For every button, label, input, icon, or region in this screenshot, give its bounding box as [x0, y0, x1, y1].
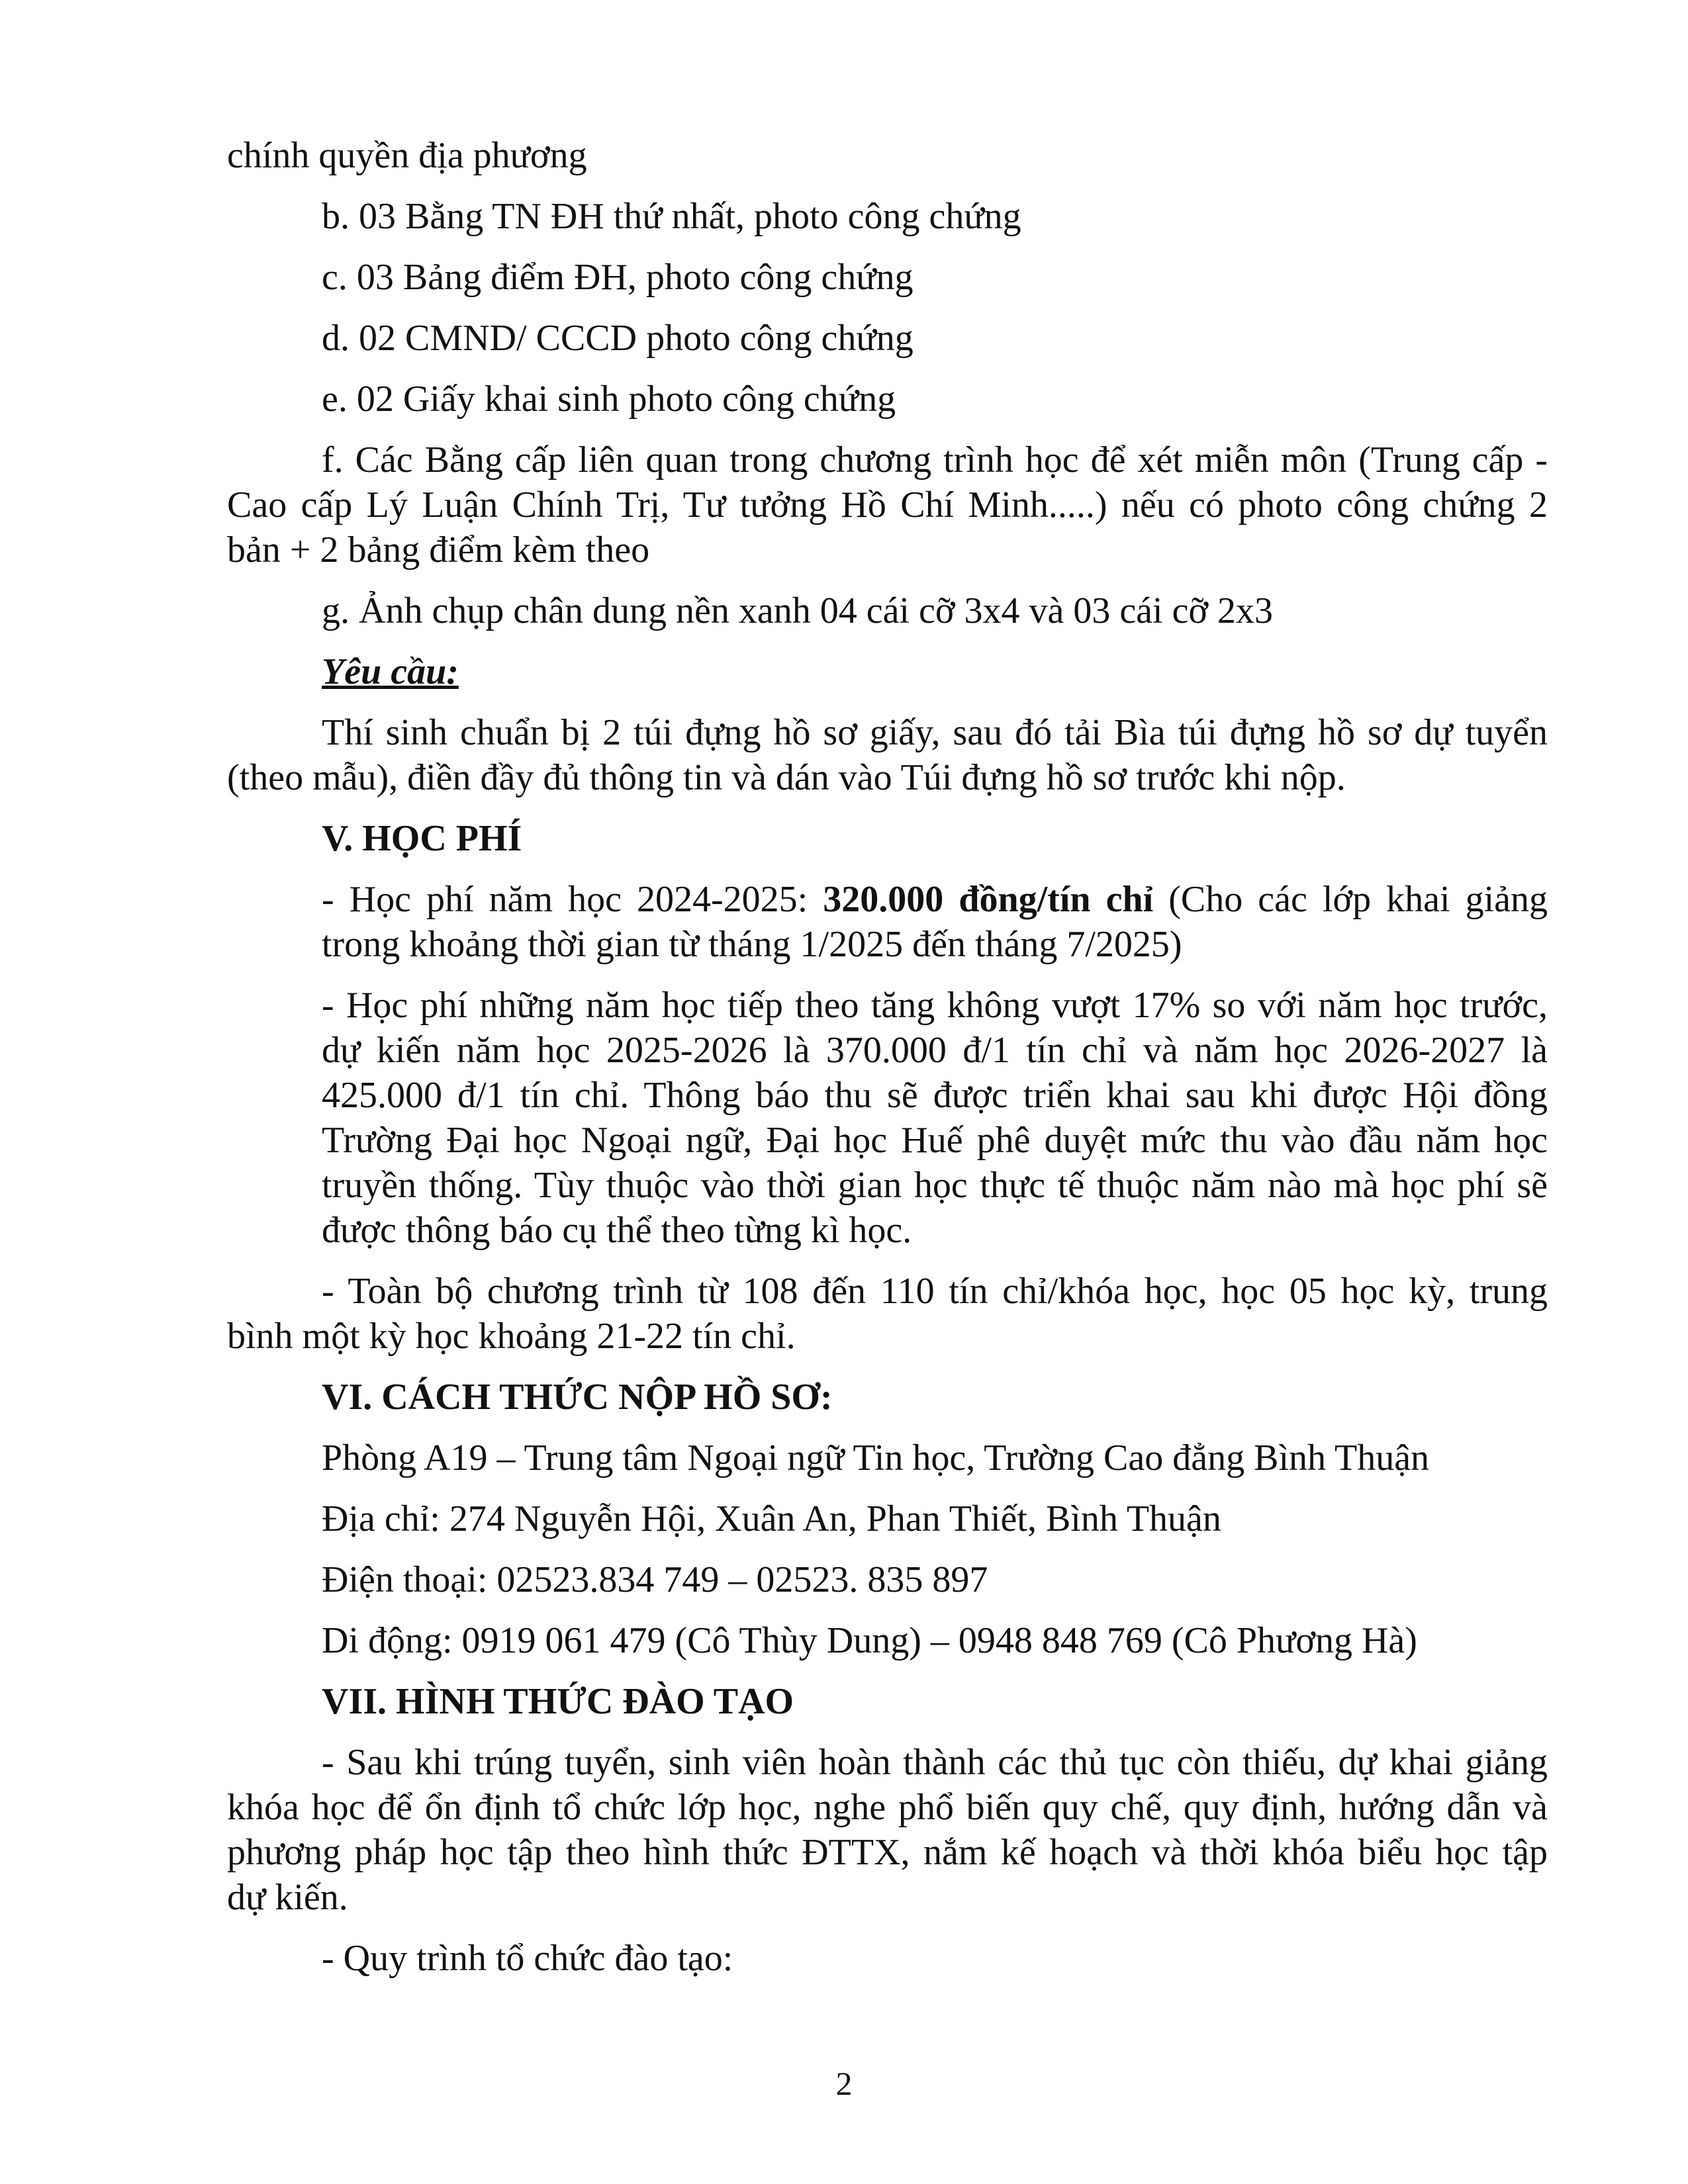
tuition-amount: 320.000 đồng/tín chỉ: [823, 879, 1154, 920]
section-6-mobile: Di động: 0919 061 479 (Cô Thùy Dung) – 0948 848 769 (Cô Phương Hà): [322, 1620, 1417, 1661]
page-number: 2: [835, 2065, 853, 2102]
section-5-p2-line1: - Học phí những năm học tiếp theo tăng không vượt 17% so với năm học trước,: [322, 985, 1548, 1026]
requirement-line1: Thí sinh chuẩn bị 2 túi đựng hồ sơ giấy, sau đó tải Bìa túi đựng hồ sơ dự tuyển: [322, 712, 1548, 753]
intro-tail: chính quyền địa phương: [227, 135, 587, 176]
tuition-suffix: (Cho các lớp khai giảng: [1153, 879, 1548, 920]
list-item-f-line3: bản + 2 bảng điểm kèm theo: [227, 529, 650, 570]
section-7-p1-line1: - Sau khi trúng tuyển, sinh viên hoàn thành các thủ tục còn thiếu, dự khai giảng: [322, 1742, 1548, 1783]
section-5-p3-line2: bình một kỳ học khoảng 21-22 tín chỉ.: [227, 1316, 796, 1357]
section-5-p2-line2: dự kiến năm học 2025-2026 là 370.000 đ/1 tín chỉ và năm học 2026-2027 là: [322, 1030, 1548, 1071]
list-item-b: b. 03 Bằng TN ĐH thứ nhất, photo công chứng: [322, 196, 1021, 237]
section-6-heading: VI. CÁCH THỨC NỘP HỒ SƠ:: [322, 1377, 833, 1418]
tuition-prefix: - Học phí năm học 2024-2025:: [322, 879, 823, 920]
section-5-p1-line1: [322, 876, 1548, 923]
list-item-g: g. Ảnh chụp chân dung nền xanh 04 cái cỡ 3x4 và 03 cái cỡ 2x3: [322, 590, 1274, 631]
section-7-p2: - Quy trình tổ chức đào tạo:: [322, 1938, 733, 1979]
list-item-c: c. 03 Bảng điểm ĐH, photo công chứng: [322, 257, 914, 298]
section-7-p1-line4: dự kiến.: [227, 1877, 348, 1918]
section-5-p2-line6: được thông báo cụ thể theo từng kì học.: [322, 1210, 912, 1251]
list-item-f-line1: f. Các Bằng cấp liên quan trong chương trình học để xét miễn môn (Trung cấp -: [322, 439, 1548, 480]
section-7-p1-line3: phương pháp học tập theo hình thức ĐTTX, nắm kế hoạch và thời khóa biểu học tập: [227, 1832, 1548, 1873]
section-7-p1-line2: khóa học để ổn định tổ chức lớp học, nghe phổ biến quy chế, quy định, hướng dẫn và: [227, 1787, 1548, 1828]
requirement-line2: (theo mẫu), điền đầy đủ thông tin và dán vào Túi đựng hồ sơ trước khi nộp.: [227, 757, 1346, 798]
section-5-p2-line4: Trường Đại học Ngoại ngữ, Đại học Huế phê duyệt mức thu vào đầu năm học: [322, 1120, 1548, 1161]
section-5-p2-line5: truyền thống. Tùy thuộc vào thời gian học thực tế thuộc năm nào mà học phí sẽ: [322, 1165, 1548, 1206]
section-7-heading: VII. HÌNH THỨC ĐÀO TẠO: [322, 1681, 794, 1722]
list-item-e: e. 02 Giấy khai sinh photo công chứng: [322, 379, 896, 420]
section-6-address: Địa chỉ: 274 Nguyễn Hội, Xuân An, Phan Thiết, Bình Thuận: [322, 1498, 1221, 1539]
section-5-heading: V. HỌC PHÍ: [322, 818, 522, 859]
list-item-d: d. 02 CMND/ CCCD photo công chứng: [322, 318, 914, 359]
section-5-p3-line1: - Toàn bộ chương trình từ 108 đến 110 tín chỉ/khóa học, học 05 học kỳ, trung: [322, 1271, 1548, 1312]
section-6-room: Phòng A19 – Trung tâm Ngoại ngữ Tin học, Trường Cao đẳng Bình Thuận: [322, 1437, 1430, 1479]
section-5-p2-line3: 425.000 đ/1 tín chỉ. Thông báo thu sẽ được triển khai sau khi được Hội đồng: [322, 1075, 1548, 1116]
requirement-heading: Yêu cầu:: [322, 651, 459, 692]
section-6-phone: Điện thoại: 02523.834 749 – 02523. 835 897: [322, 1559, 988, 1600]
section-5-p1-line2: trong khoảng thời gian từ tháng 1/2025 đến tháng 7/2025): [322, 924, 1182, 965]
list-item-f-line2: Cao cấp Lý Luận Chính Trị, Tư tưởng Hồ Chí Minh.....) nếu có photo công chứng 2: [227, 484, 1548, 525]
